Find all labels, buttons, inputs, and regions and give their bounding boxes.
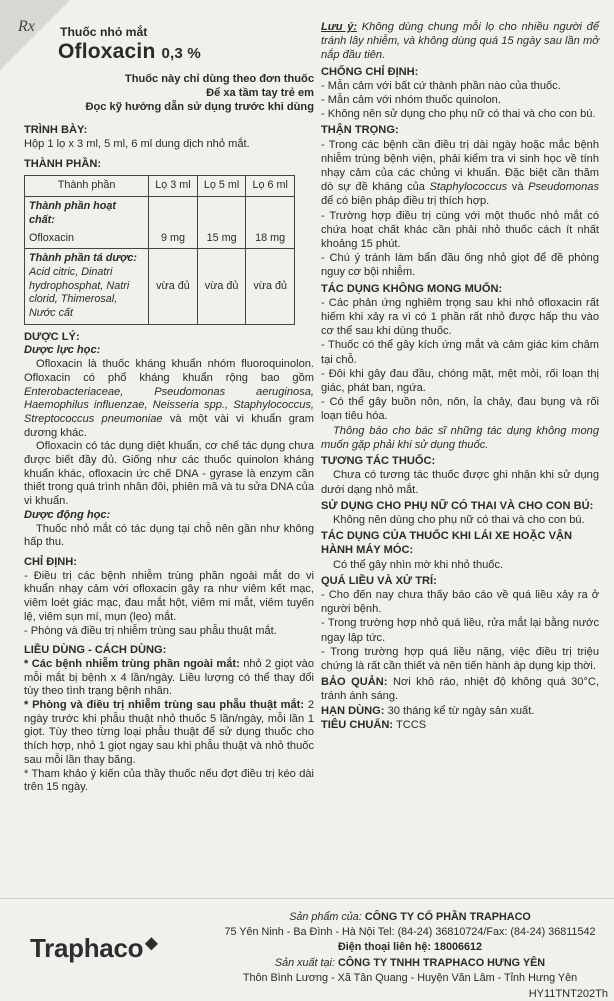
made-by-company: CÔNG TY TNHH TRAPHACO HƯNG YÊN [337,957,546,969]
excipient-6ml: vừa đủ [246,249,295,325]
dosage-heading: LIỀU DÙNG - CÁCH DÙNG: [24,644,167,657]
indication-item: - Điều trị các bệnh nhiễm trùng phần ngoài mắt do vi khuẩn nhạy cảm với ofloxacin gây ra như viêm kết mạc, viêm loét giác mạc, đau mắt hột, viêm mi mắt, viêm tuyến lệ, viêm sụn mí, mụn (lẹo) mắt. [24,569,314,623]
adverse-item: - Thuốc có thể gây kích ứng mắt và cảm giác kim châm tại chỗ. [321,339,599,366]
composition-heading: THÀNH PHẦN: [24,157,102,170]
dosage-item-2 [24,699,314,768]
logo-text: Traphaco [30,933,144,963]
product-of-label: Sản phẩm của: [289,911,362,923]
active-cell [25,197,149,249]
overdose-heading: QUÁ LIỀU VÀ XỬ TRÍ: [321,574,437,587]
pharmacodynamics-heading: Dược lực học: [24,344,101,357]
standard-heading: TIÊU CHUẨN: [321,718,394,731]
dosage-item-3: * Tham khảo ý kiến của thầy thuốc nếu đợt điều trị kéo dài trên 15 ngày. [24,767,314,794]
pharmacology-heading: DƯỢC LÝ: [24,330,80,343]
col-5ml: Lọ 5 ml [197,176,246,197]
product-of-address: 75 Yên Ninh - Ba Đình - Hà Nội Tel: (84-24) 36810724/Fax: (84-24) 36811542 [224,926,596,938]
presentation-heading: TRÌNH BÀY: [24,124,88,137]
precaution-text-b: để có biện pháp điều trị thích hợp. [321,195,490,208]
made-by-address: Thôn Bình Lương - Xã Tân Quang - Huyện Văn Lâm - Tỉnh Hưng Yên [242,972,578,984]
precaution-item-1 [321,138,599,209]
product-name: Ofloxacin [58,39,156,63]
adverse-item: - Có thể gây buồn nôn, nôn, ỉa chảy, đau bụng và rối loạn tiêu hóa. [321,396,599,423]
made-by-line [210,957,610,970]
precaution-organism-2: Pseudomonas [528,181,599,194]
shelf-life-text: 30 tháng kể từ ngày sản xuất. [384,704,535,717]
excipient-cell [25,249,149,325]
excipient-row [25,249,295,325]
product-of-line [210,911,610,924]
adverse-item: - Các phản ứng nghiêm trọng sau khi nhỏ ofloxacin rất hiếm khi xảy ra vì có 1 phần rất nhỏ được hấp thu vào cơ thể sau khi dùng thuốc. [321,296,599,338]
pregnancy-text: Không nên dùng cho phụ nữ có thai và cho con bú. [333,513,585,526]
driving-text: Có thể gây nhìn mờ khi nhỏ thuốc. [333,558,504,571]
product-concentration: 0,3 % [161,44,201,62]
pharmacodynamics-paragraph-1 [24,358,314,440]
excipient-names: Acid citric, Dinatri hydrophosphat, Natri clorid, Thimerosal, Nước cất [29,265,130,320]
active-5ml: 15 mg [197,197,246,249]
dosage-item-2-title: * Phòng và điều trị nhiễm trùng sau phẫu thuật mắt: [24,699,305,712]
hotline: Điện thoại liên hệ: 18006612 [337,941,483,953]
document-code: HY11TNT202Th [528,988,608,1000]
usage-note-heading: Lưu ý: [321,21,358,33]
shelf-life-heading: HẠN DÙNG: [321,704,385,717]
contraindication-item: - Không nên sử dụng cho phụ nữ có thai và cho con bú. [321,108,596,121]
standard-text: TCCS [393,718,427,731]
right-column [321,20,599,732]
contraindications-heading: CHỐNG CHỈ ĐỊNH: [321,65,419,78]
col-3ml: Lọ 3 ml [149,176,198,197]
standard-line [321,718,599,732]
contraindication-item: - Mẫn cảm với nhóm thuốc quinolon. [321,94,501,107]
presentation-text: Hộp 1 lọ x 3 ml, 5 ml, 6 ml dung dịch nhỏ mắt. [24,138,250,151]
product-of-company: CÔNG TY CỔ PHẦN TRAPHACO [364,911,531,923]
rx-symbol: Rx [18,18,35,35]
warning-notes [24,72,314,115]
interactions-text: Chưa có tương tác thuốc được ghi nhận khi sử dụng dưới dạng nhỏ mắt. [321,469,599,496]
usage-note [321,20,599,63]
composition-table [24,175,295,324]
excipient-label: Thành phần tá dược: [29,252,137,265]
adverse-item: - Đôi khi gây đau đầu, chóng mặt, mệt mỏi, rối loạn thị giác, phát ban, ngứa. [321,367,599,395]
adverse-advice: Thông báo cho bác sĩ những tác dụng không mong muốn gặp phải khi sử dụng thuốc. [321,424,599,451]
shelf-life-line [321,704,599,718]
active-6ml: 18 mg [246,197,295,249]
product-type: Thuốc nhỏ mắt [60,25,148,39]
usage-note-text: Không dùng chung mỗi lọ cho nhiều người để tránh lây nhiễm, và không dùng quá 15 ngày sau lần mở nắp đầu tiên. [321,21,599,62]
pharmacokinetics-heading: Dược động học: [24,508,111,521]
storage-heading: BẢO QUẢN: [321,676,388,689]
storage-text: Nơi khô ráo, nhiệt độ không quá 30°C, tránh ánh sáng. [321,676,599,703]
read-instructions-note: Đọc kỹ hướng dẫn sử dụng trước khi dùng [85,101,314,114]
active-3ml: 9 mg [149,197,198,249]
active-ingredient-row [25,197,295,249]
active-name: Ofloxacin [29,231,75,244]
adverse-heading: TÁC DỤNG KHÔNG MONG MUỐN: [321,282,503,295]
pharmacokinetics-text: Thuốc nhỏ mắt có tác dụng tại chỗ nên gần như không hấp thu. [24,522,314,549]
precaution-organism-1: Staphylococcus [429,181,508,194]
precaution-item-3: - Chú ý tránh làm bẩn đầu ống nhỏ giọt để đề phòng nguy cơ bội nhiễm. [321,252,599,279]
overdose-item: - Cho đến nay chưa thấy báo cáo về quá liều xảy ra ở người bệnh. [321,588,599,616]
excipient-5ml: vừa đủ [197,249,246,325]
storage-line [321,675,599,703]
pd-text-b: và một vài vi khuẩn gram dương khác. [24,412,314,439]
indication-item: - Phòng và điều trị nhiễm trùng sau phẫu thuật mắt. [24,624,277,637]
col-ingredient: Thành phần [25,176,149,197]
dosage-item-1-title: * Các bệnh nhiễm trùng phần ngoài mắt: [24,657,240,670]
footer [0,898,614,1001]
diamond-icon: ◆ [145,935,158,952]
col-6ml: Lọ 6 ml [246,176,295,197]
composition-header-row [25,176,295,197]
children-note: Để xa tầm tay trẻ em [206,86,314,99]
prescription-note: Thuốc này chỉ dùng theo đơn thuốc [124,72,314,85]
pd-organisms: Enterobacteriaceae, Pseudomonas aeruginosa, Haemophilus influenzae, Neisseria spp., Staphylococcus, Streptococcus pneumoniae [24,385,314,425]
active-label: Thành phần hoạt chất: [29,200,116,226]
precautions-heading: THẬN TRỌNG: [321,124,399,137]
dosage-item-1-text: nhỏ 2 giọt vào mỗi mắt bị bệnh x 4 lần/ngày. Liều lượng có thể thay đổi tùy theo tình trạng bệnh nhân. [24,657,314,698]
made-by-label: Sản xuất tại: [274,957,335,969]
excipient-3ml: vừa đủ [149,249,198,325]
left-column [24,26,314,795]
overdose-item: - Trong trường hợp nhỏ quá liều, rửa mắt lại bằng nước ngay lập tức. [321,617,599,644]
indications-heading: CHỈ ĐỊNH: [24,556,77,568]
precaution-text-a: - Trong các bệnh cần điều trị dài ngày hoặc mắc bệnh nhiễm trùng bệnh viện, phải kiểm tra vi sinh học về tính nhạy cảm của các chủng vi khuẩn. Đặc biệt cần thăm dò sự đề kháng của [321,138,599,194]
dosage-item-1 [24,658,314,699]
contraindication-item: - Mẫn cảm với bất cứ thành phần nào của thuốc. [321,79,561,92]
pd-text-a: Ofloxacin là thuốc kháng khuẩn nhóm fluoroquinolon. Ofloxacin có phổ kháng khuẩn rộng bao gồm [24,358,314,384]
overdose-item: - Trong trường hợp quá liều nặng, việc điều trị triệu chứng là rất cần thiết và nên tiến hành áp dụng kịp thời. [321,645,599,672]
product-title [58,40,314,66]
pharmacodynamics-paragraph-2: Ofloxacin có tác dụng diệt khuẩn, cơ chế tác dụng chưa được biết đầy đủ. Giống như các thuốc quinolon kháng khuẩn khác, ofloxacin ức chế DNA - gyrase là enzym cần thiết trong quá trình nhân đôi, phiên mã và tu sửa DNA của vi khuẩn. [24,440,314,508]
interactions-heading: TƯƠNG TÁC THUỐC: [321,455,436,468]
driving-heading: TÁC DỤNG CỦA THUỐC KHI LÁI XE HOẶC VẬN HÀNH MÁY MÓC: [321,530,573,557]
precaution-item-2: - Trường hợp điều trị cùng với một thuốc nhỏ mắt có chứa hoạt chất khác cần phải nhỏ thuốc cách ít nhất khoảng 15 phút. [321,209,599,251]
traphaco-logo [30,933,157,964]
precaution-and: và [507,181,529,194]
pregnancy-heading: SỬ DỤNG CHO PHỤ NỮ CÓ THAI VÀ CHO CON BÚ: [321,499,594,512]
dosage-item-2-text: 2 ngày trước khi phẫu thuật nhỏ thuốc 5 lần/ngày, mỗi lần 1 giọt. Tùy theo từng loại phẫu thuật để sử dụng thuốc cho thích hợp, nhỏ 1 giọt ngay sau khi phẫu thuật và nhỏ thuốc sau mỗi lần thay băng. [24,699,314,766]
